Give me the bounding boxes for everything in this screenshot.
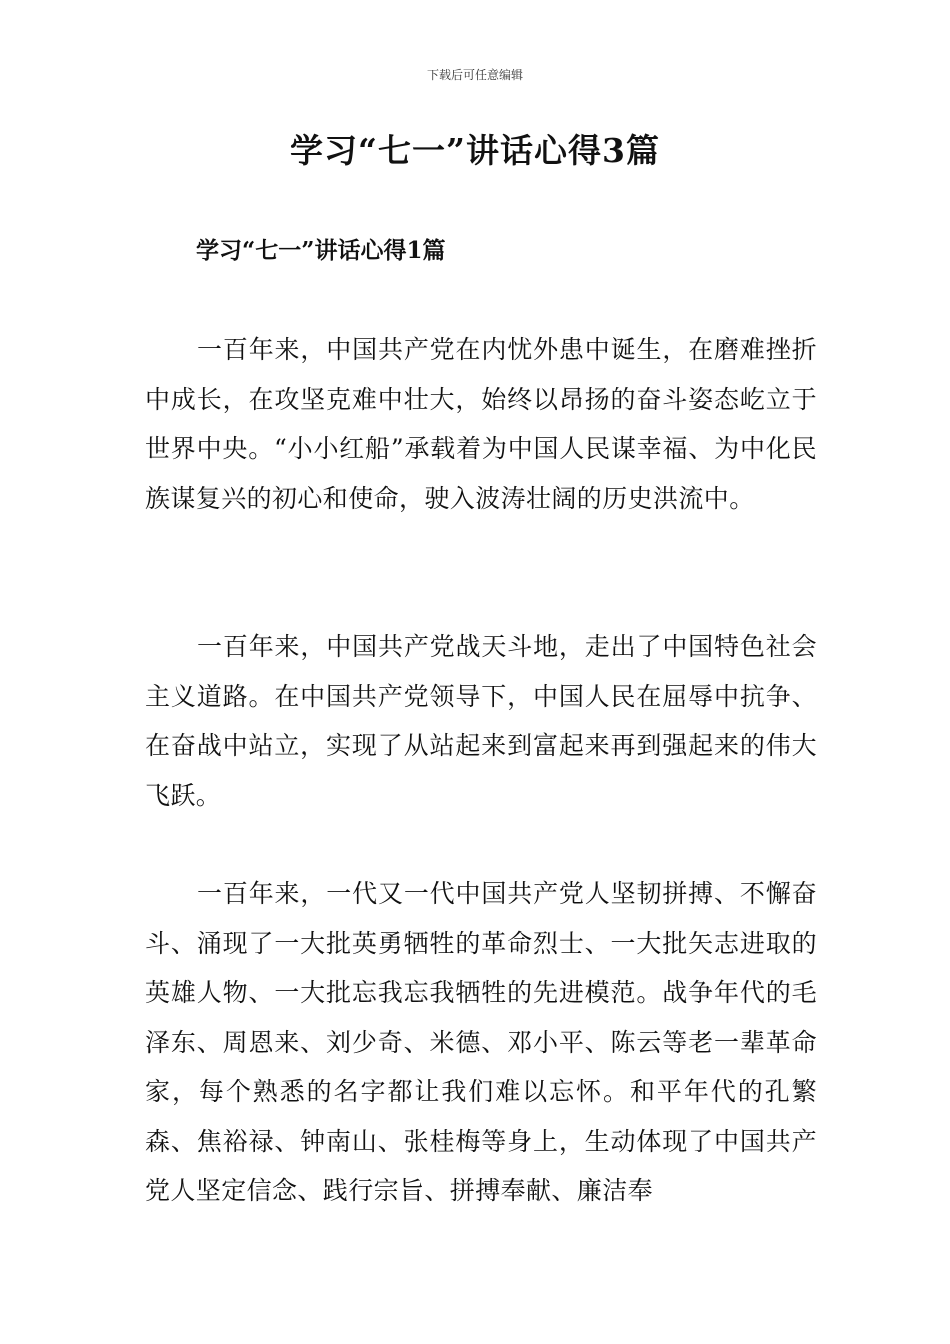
body-paragraph: 一百年来，一代又一代中国共产党人坚韧拼搏、不懈奋斗、涌现了一大批英勇牺牲的革命烈士、一大批矢志进取的英雄人物、一大批忘我忘我牺牲的先进模范。战争年代的毛泽东、周恩来、刘少奇、米德、邓小平、陈云等老一辈革命家，每个熟悉的名字都让我们难以忘怀。和平年代的孔繁森、焦裕禄、钟南山、张桂梅等身上，生动体现了中国共产党人坚定信念、践行宗旨、拼搏奉献、廉洁奉 [145, 879, 817, 1205]
section-subtitle: 学习“七一”讲话心得1篇 [196, 237, 446, 264]
header-note: 下载后可任意编辑 [426, 68, 523, 82]
body-paragraph: 一百年来，中国共产党战天斗地，走出了中国特色社会主义道路。在中国共产党领导下，中国人民在屈辱中抗争、在奋战中站立，实现了从站起来到富起来再到强起来的伟大飞跃。 [145, 632, 817, 810]
body-paragraph: 一百年来，中国共产党在内忧外患中诞生，在磨难挫折中成长，在攻坚克难中壮大，始终以昂扬的奋斗姿态屹立于世界中央。“小小红船”承载着为中国人民谋幸福、为中化民族谋复兴的初心和使命，驶入波涛壮阔的历史洪流中。 [145, 335, 817, 513]
document-title: 学习“七一”讲话心得3篇 [290, 131, 660, 170]
